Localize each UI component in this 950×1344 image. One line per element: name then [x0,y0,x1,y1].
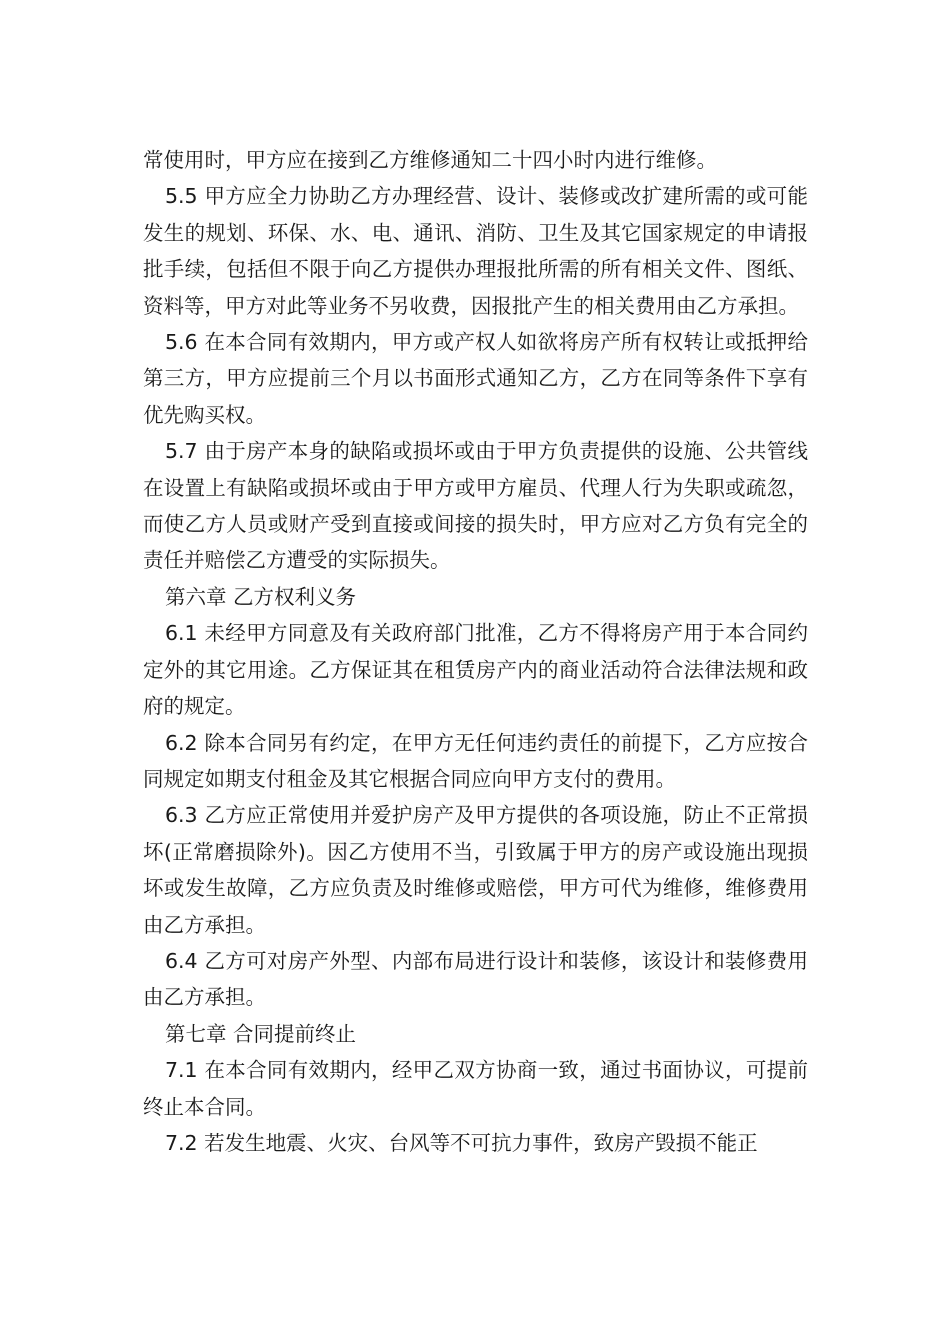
clause-6-4: 6.4 乙方可对房产外型、内部布局进行设计和装修，该设计和装修费用由乙方承担。 [143,948,808,1010]
document-body [143,142,808,1161]
clause-5-7: 5.7 由于房产本身的缺陷或损坏或由于甲方负责提供的设施、公共管线在设置上有缺陷或损坏或由于甲方或甲方雇员、代理人行为失职或疏忽，而使乙方人员或财产受到直接或间接的损失时，甲方应对乙方负有完全的责任并赔偿乙方遭受的实际损失。 [143,439,808,573]
clause-7-1: 7.1 在本合同有效期内，经甲乙双方协商一致，通过书面协议，可提前终止本合同。 [143,1058,808,1119]
clause-7-2: 7.2 若发生地震、火灾、台风等不可抗力事件，致房产毁损不能正 [165,1130,758,1155]
clause-6-1: 6.1 未经甲方同意及有关政府部门批准，乙方不得将房产用于本合同约定外的其它用途。乙方保证其在租赁房产内的商业活动符合法律法规和政府的规定。 [143,621,808,719]
clause-5-6: 5.6 在本合同有效期内，甲方或产权人如欲将房产所有权转让或抵押给第三方，甲方应提前三个月以书面形式通知乙方，乙方在同等条件下享有优先购买权。 [143,330,808,427]
clause-6-2: 6.2 除本合同另有约定，在甲方无任何违约责任的前提下，乙方应按合同规定如期支付租金及其它根据合同应向甲方支付的费用。 [143,730,808,791]
paragraph-continuation: 常使用时，甲方应在接到乙方维修通知二十四小时内进行维修。 [143,148,717,172]
clause-5-5: 5.5 甲方应全力协助乙方办理经营、设计、装修或改扩建所需的或可能发生的规划、环保、水、电、通讯、消防、卫生及其它国家规定的申请报批手续，包括但不限于向乙方提供办理报批所需的所有相关文件、图纸、资料等，甲方对此等业务不另收费，因报批产生的相关费用由乙方承担。 [143,184,808,318]
chapter-6-heading: 第六章 乙方权利义务 [165,584,357,609]
chapter-7-heading: 第七章 合同提前终止 [165,1021,357,1046]
clause-6-3: 6.3 乙方应正常使用并爱护房产及甲方提供的各项设施，防止不正常损坏(正常磨损除外)。因乙方使用不当，引致属于甲方的房产或设施出现损坏或发生故障，乙方应负责及时维修或赔偿，甲方可代为维修，维修费用由乙方承担。 [143,803,808,937]
